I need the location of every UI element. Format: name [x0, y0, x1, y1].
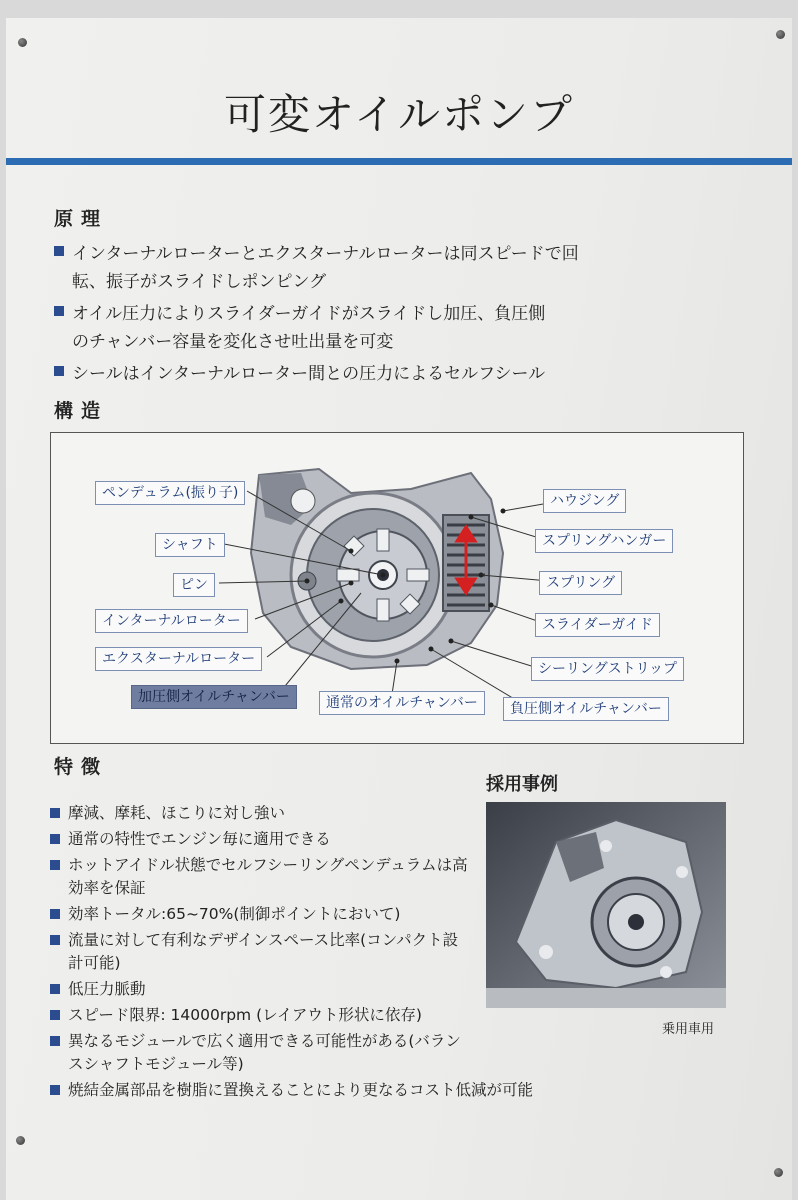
bullet-icon [54, 306, 64, 316]
list-item: 異なるモジュールで広く適用できる可能性がある(バランスシャフトモジュール等) [50, 1030, 468, 1076]
bullet-icon [54, 246, 64, 256]
label-sealing-strip: シーリングストリップ [531, 657, 684, 681]
bullet-icon [50, 1010, 60, 1020]
list-item: スピード限界: 14000rpm (レイアウト形状に依存) [50, 1004, 488, 1027]
label-normal-chamber: 通常のオイルチャンバー [319, 691, 485, 715]
structure-diagram [50, 432, 744, 744]
list-item: ホットアイドル状態でセルフシーリングペンデュラムは高効率を保証 [50, 854, 468, 900]
list-item: 低圧力脈動 [50, 978, 468, 1001]
bullet-icon [50, 984, 60, 994]
pump-photo [486, 802, 726, 1008]
bullet-icon [50, 860, 60, 870]
label-internal-rotor: インターナルローター [95, 609, 248, 633]
bullet-icon [50, 1036, 60, 1046]
screw-icon [774, 1168, 783, 1177]
label-pendulum: ペンデュラム(振り子) [95, 481, 245, 505]
label-pin: ピン [173, 573, 215, 597]
list-item: 流量に対して有利なデザインスペース比率(コンパクト設計可能) [50, 929, 468, 975]
label-spring-hanger: スプリングハンガー [535, 529, 673, 553]
photo-caption: 乗用車用 [662, 1022, 715, 1037]
label-external-rotor: エクスターナルローター [95, 647, 262, 671]
bullet-icon [50, 808, 60, 818]
list-item: 効率トータル:65~70%(制御ポイントにおいて) [50, 903, 468, 926]
page-title: 可変オイルポンプ [224, 90, 574, 139]
bullet-icon [50, 909, 60, 919]
list-item: オイル圧力によりスライダーガイドがスライドし加圧、負圧側のチャンバー容量を変化させ吐出量を可変 [54, 300, 552, 356]
example-heading: 採用事例 [486, 774, 558, 795]
bullet-icon [50, 935, 60, 945]
label-slider-guide: スライダーガイド [535, 613, 660, 637]
structure-heading: 構造 [54, 400, 109, 422]
principle-heading: 原理 [54, 208, 109, 230]
list-item: 焼結金属部品を樹脂に置換えることにより更なるコスト低減が可能 [50, 1079, 588, 1102]
bullet-icon [50, 834, 60, 844]
label-housing: ハウジング [543, 489, 626, 513]
label-negative-chamber: 負圧側オイルチャンバー [503, 697, 669, 721]
features-heading: 特徴 [54, 756, 109, 778]
bullet-icon [54, 366, 64, 376]
screw-icon [18, 38, 27, 47]
list-item: シールはインターナルローター間との圧力によるセルフシール [54, 360, 592, 388]
screw-icon [776, 30, 785, 39]
label-spring: スプリング [539, 571, 622, 595]
label-pressure-chamber: 加圧側オイルチャンバー [131, 685, 297, 709]
list-item: 通常の特性でエンジン毎に適用できる [50, 828, 468, 851]
title-divider [6, 158, 792, 165]
principle-list [54, 240, 612, 392]
display-panel [6, 18, 792, 1200]
list-item: インターナルローターとエクスターナルローターは同スピードで回転、振子がスライドしポンピング [54, 240, 612, 296]
bullet-icon [50, 1085, 60, 1095]
list-item: 摩減、摩耗、ほこりに対し強い [50, 802, 468, 825]
label-shaft: シャフト [155, 533, 225, 557]
screw-icon [16, 1136, 25, 1145]
